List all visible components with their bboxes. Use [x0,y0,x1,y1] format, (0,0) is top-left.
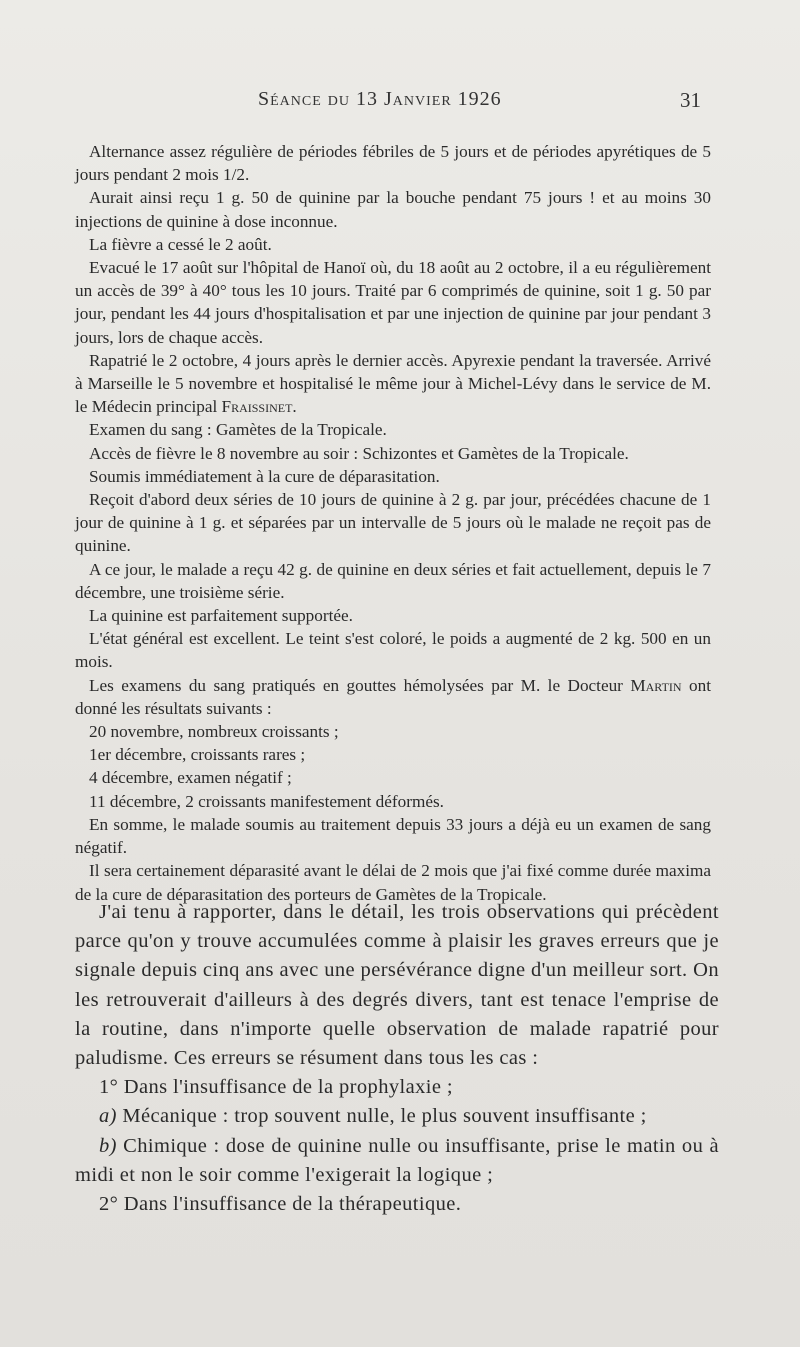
person-name-fraissinet: Fraissinet. [221,397,297,417]
observation-block [75,140,711,906]
item-a-text: Mécanique : trop souvent nulle, le plus souvent insuffisante ; [122,1105,647,1128]
discussion-block [75,898,719,1219]
page-number: 31 [680,88,701,112]
observation-line: A ce jour, le malade a reçu 42 g. de quinine en deux séries et fait actuellement, depuis le 7 décembre, une troisième série. [75,559,711,602]
result-item: 4 décembre, examen négatif ; [89,768,292,788]
list-item-2: 2° Dans l'insuffisance de la thérapeutique. [99,1193,462,1216]
list-item-b [75,1132,719,1190]
observation-line: La fièvre a cessé le 2 août. [89,234,272,254]
item-b-label: b) [99,1134,117,1157]
running-header [0,88,800,118]
result-item: 1er décembre, croissants rares ; [89,745,306,765]
list-item-1: 1° Dans l'insuffisance de la prophylaxie ; [99,1076,453,1099]
observation-line: Examen du sang : Gamètes de la Tropicale. [89,420,387,440]
observation-text: Les examens du sang pratiqués en gouttes hémolysées par M. le Docteur [89,675,623,695]
person-name-martin: Martin [630,675,682,695]
observation-line: Il sera certainement déparasité avant le délai de 2 mois que j'ai fixé comme durée maxima de la cure de déparasitation des porteurs de Gamètes de la Tropicale. [75,861,711,904]
observation-line-with-name [75,674,711,720]
list-item-a [75,1102,719,1131]
observation-text: Rapatrié le 2 octobre, 4 jours après le dernier accès. Apyrexie pendant la traversée. Arrivé à Marseille le 5 novembre et hospitalisé le même jour à Michel-Lévy dans le service de M. le Médecin principal [75,350,711,417]
observation-line: Reçoit d'abord deux séries de 10 jours de quinine à 2 g. par jour, précédées chacune de 1 jour de quinine à 1 g. et séparées par un intervalle de 5 jours où le malade ne reçoit pas de quinine. [75,490,711,556]
header-title: Séance du 13 Janvier 1926 [258,88,502,110]
observation-line: Aurait ainsi reçu 1 g. 50 de quinine par la bouche pendant 75 jours ! et au moins 30 injections de quinine à dose inconnue. [75,188,711,231]
item-a-label: a) [99,1105,117,1128]
item-b-text: Chimique : dose de quinine nulle ou insuffisante, prise le matin ou à midi et non le soir comme l'exigerait la logique ; [75,1134,719,1186]
observation-line: L'état général est excellent. Le teint s'est coloré, le poids a augmenté de 2 kg. 500 en un mois. [75,629,711,672]
observation-line-with-name [75,349,711,419]
observation-line: Soumis immédiatement à la cure de déparasitation. [89,466,440,486]
result-item: 11 décembre, 2 croissants manifestement déformés. [89,791,444,811]
discussion-paragraph: J'ai tenu à rapporter, dans le détail, les trois observations qui précèdent parce qu'on y trouve accumulées comme à plaisir les graves erreurs que je signale depuis cinq ans avec une persévérance digne d'un meilleur sort. On les retrouverait d'ailleurs à des degrés divers, tant est tenace l'emprise de la routine, dans n'importe quelle observation de malade rapatrié pour paludisme. Ces erreurs se résument dans tous les cas : [75,901,719,1070]
result-item: 20 novembre, nombreux croissants ; [89,722,339,742]
observation-line: Evacué le 17 août sur l'hôpital de Hanoï où, du 18 août au 2 octobre, il a eu régulièrement un accès de 39° à 40° tous les 10 jours. Traité par 6 comprimés de quinine, soit 1 g. 50 par jour, pendant les 44 jours d'hospitalisation et par une injection de quinine par jour pendant 3 jours, lors de chaque accès. [75,258,711,347]
observation-line: En somme, le malade soumis au traitement depuis 33 jours a déjà eu un examen de sang négatif. [75,814,711,858]
observation-line: La quinine est parfaitement supportée. [89,606,353,626]
observation-line: Alternance assez régulière de périodes fébriles de 5 jours et de périodes apyrétiques de 5 jours pendant 2 mois 1/2. [75,142,711,185]
observation-text: ont donné les résultats suivants : [75,675,712,718]
observation-line: Accès de fièvre le 8 novembre au soir : Schizontes et Gamètes de la Tropicale. [89,443,629,463]
